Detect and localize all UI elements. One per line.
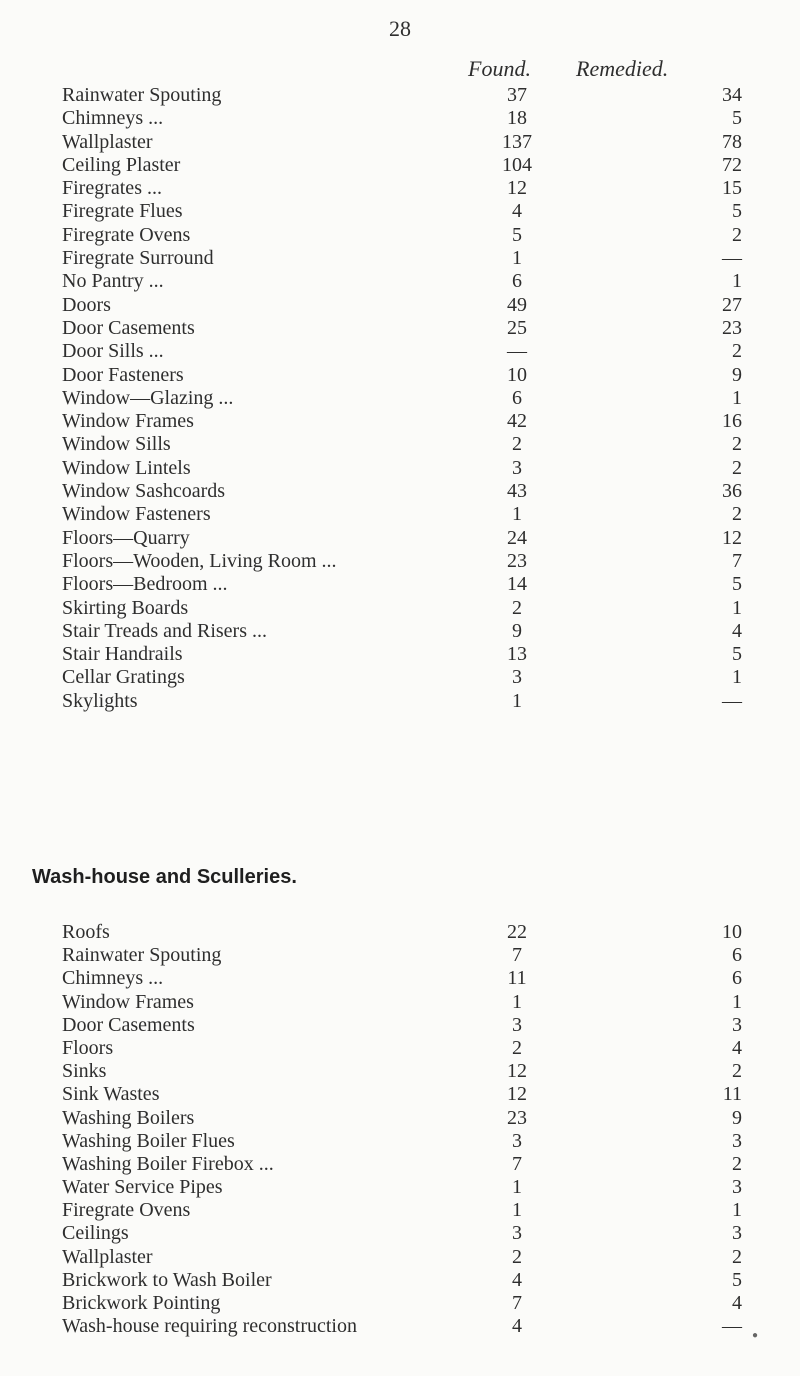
remedied-value: 2: [732, 456, 742, 479]
remedied-value: 2: [732, 1152, 742, 1175]
found-value: 3: [512, 456, 522, 479]
found-value: 6: [512, 270, 522, 293]
found-value: 3: [512, 1013, 522, 1036]
remedied-value: 2: [732, 340, 742, 363]
row-label: Floors—Wooden, Living Room ...: [62, 549, 337, 572]
found-value: 3: [512, 1129, 522, 1152]
found-value: 3: [512, 666, 522, 689]
found-value: 11: [507, 967, 527, 990]
row-label: Washing Boilers: [62, 1106, 195, 1129]
remedied-value: 6: [732, 967, 742, 990]
row-label: Ceilings: [62, 1222, 129, 1245]
row-label: Skylights: [62, 689, 138, 712]
found-value: 137: [502, 130, 532, 153]
row-label: Firegrate Ovens: [62, 223, 191, 246]
section-heading: Wash-house and Sculleries.: [32, 866, 297, 888]
found-value: 1: [512, 1176, 522, 1199]
table-row: [62, 1292, 762, 1315]
remedied-value: 2: [732, 503, 742, 526]
table-row: [62, 1269, 762, 1292]
page-number: 28: [389, 16, 411, 41]
found-value: 1: [512, 990, 522, 1013]
row-label: Door Casements: [62, 1013, 195, 1036]
row-label: Washing Boiler Firebox ...: [62, 1152, 274, 1175]
table-row: [62, 364, 762, 387]
row-label: Window Sills: [62, 433, 171, 456]
found-value: 9: [512, 619, 522, 642]
row-label: Window Fasteners: [62, 503, 211, 526]
table-row: [62, 177, 762, 200]
row-label: Chimneys ...: [62, 107, 164, 130]
found-value: 12: [507, 177, 527, 200]
row-label: Window Lintels: [62, 456, 191, 479]
remedied-value: —: [722, 689, 742, 712]
table-row: [62, 503, 762, 526]
found-value: 4: [512, 200, 522, 223]
table-row: [62, 1246, 762, 1269]
remedied-value: 12: [722, 526, 742, 549]
found-value: 12: [507, 1060, 527, 1083]
remedied-value: 5: [732, 200, 742, 223]
row-label: Wallplaster: [62, 1245, 153, 1268]
row-label: Brickwork Pointing: [62, 1292, 221, 1314]
table-row: [62, 294, 762, 317]
row-label: Skirting Boards: [62, 596, 189, 619]
remedied-value: 9: [732, 363, 742, 386]
found-value: 42: [507, 410, 527, 433]
remedied-value: 3: [732, 1129, 742, 1152]
row-label: Firegrate Ovens: [62, 1199, 191, 1222]
row-label: Firegrate Flues: [62, 200, 183, 223]
remedied-value: 36: [722, 480, 742, 503]
row-label: Doors: [62, 293, 111, 316]
found-value: 2: [512, 1036, 522, 1059]
table-row: [62, 107, 762, 130]
remedied-value: 7: [732, 549, 742, 572]
table-row: [62, 597, 762, 620]
found-value: 2: [512, 596, 522, 619]
remedied-value: 72: [722, 153, 742, 176]
table-row: [62, 84, 762, 107]
row-label: Rainwater Spouting: [62, 84, 222, 106]
found-value: 22: [507, 921, 527, 943]
row-label: Ceiling Plaster: [62, 153, 181, 176]
remedied-value: 4: [732, 1036, 742, 1059]
remedied-value: 3: [732, 1013, 742, 1036]
table-row: [62, 1107, 762, 1130]
table-row: [62, 1222, 762, 1245]
found-value: 1: [512, 1199, 522, 1222]
table-row: [62, 1153, 762, 1176]
remedied-value: 2: [732, 1060, 742, 1083]
remedied-value: 1: [732, 596, 742, 619]
remedied-value: 5: [732, 643, 742, 666]
remedied-value: 2: [732, 433, 742, 456]
found-value: 37: [507, 84, 527, 106]
found-value: 13: [507, 643, 527, 666]
row-label: No Pantry ...: [62, 270, 164, 293]
row-label: Window Frames: [62, 990, 194, 1013]
table-row: [62, 1060, 762, 1083]
remedied-value: 23: [722, 316, 742, 339]
table-row: [62, 457, 762, 480]
table-row: [62, 247, 762, 270]
row-label: Sink Wastes: [62, 1083, 160, 1106]
found-value: 7: [512, 944, 522, 967]
table-row: [62, 480, 762, 503]
remedied-column-header: Remedied.: [576, 56, 669, 81]
found-value: 104: [502, 153, 532, 176]
table-row: [62, 1315, 762, 1338]
remedied-value: 1: [732, 1199, 742, 1222]
table-row: [62, 317, 762, 340]
remedied-value: 34: [722, 84, 742, 106]
remedied-value: 16: [722, 410, 742, 433]
table-row: [62, 527, 762, 550]
table-row: [62, 387, 762, 410]
table-row: [62, 643, 762, 666]
found-value: 2: [512, 433, 522, 456]
found-value: 43: [507, 480, 527, 503]
row-label: Roofs: [62, 921, 110, 943]
main-defects-table: [62, 84, 762, 713]
table-row: [62, 410, 762, 433]
table-row: [62, 154, 762, 177]
found-value: 25: [507, 316, 527, 339]
remedied-value: 1: [732, 990, 742, 1013]
remedied-value: 3: [732, 1222, 742, 1245]
remedied-value: 1: [732, 666, 742, 689]
remedied-value: 10: [722, 921, 742, 943]
remedied-value: 3: [732, 1176, 742, 1199]
found-value: 14: [507, 573, 527, 596]
row-label: Floors: [62, 1036, 114, 1059]
remedied-value: —: [722, 247, 742, 270]
row-label: Sinks: [62, 1060, 107, 1083]
remedied-value: 9: [732, 1106, 742, 1129]
wash-house-defects-table: [62, 921, 762, 1338]
table-row: [62, 224, 762, 247]
found-value: 23: [507, 1106, 527, 1129]
table-row: [62, 1199, 762, 1222]
remedied-value: 4: [732, 619, 742, 642]
table-row: [62, 666, 762, 689]
found-value: 10: [507, 363, 527, 386]
remedied-value: 6: [732, 944, 742, 967]
table-row: [62, 944, 762, 967]
table-row: [62, 1176, 762, 1199]
row-label: Window—Glazing ...: [62, 386, 234, 409]
row-label: Window Frames: [62, 410, 194, 433]
table-row: [62, 550, 762, 573]
remedied-value: 5: [732, 1268, 742, 1291]
table-row: [62, 573, 762, 596]
row-label: Wash-house requiring reconstruction: [62, 1315, 357, 1338]
row-label: Water Service Pipes: [62, 1176, 223, 1199]
remedied-value: 15: [722, 177, 742, 200]
row-label: Stair Handrails: [62, 643, 183, 666]
found-value: 6: [512, 386, 522, 409]
row-label: Door Sills ...: [62, 340, 164, 363]
found-value: 5: [512, 223, 522, 246]
table-row: [62, 270, 762, 293]
found-value: 1: [512, 247, 522, 270]
table-row: [62, 991, 762, 1014]
found-value: 23: [507, 549, 527, 572]
found-value: 18: [507, 107, 527, 130]
found-value: 3: [512, 1222, 522, 1245]
found-value: 1: [512, 503, 522, 526]
remedied-value: 27: [722, 293, 742, 316]
row-label: Stair Treads and Risers ...: [62, 619, 267, 642]
table-row: [62, 1083, 762, 1106]
row-label: Chimneys ...: [62, 967, 164, 990]
row-label: Floors—Bedroom ...: [62, 573, 228, 596]
table-row: [62, 690, 762, 713]
found-value: 4: [512, 1315, 522, 1338]
found-value: 49: [507, 293, 527, 316]
found-value: 12: [507, 1083, 527, 1106]
row-label: Wallplaster: [62, 130, 153, 153]
table-row: [62, 340, 762, 363]
row-label: Firegrate Surround: [62, 247, 214, 270]
table-row: [62, 967, 762, 990]
table-row: [62, 1130, 762, 1153]
remedied-value: 2: [732, 1245, 742, 1268]
found-value: 7: [512, 1292, 522, 1314]
table-row: [62, 921, 762, 944]
table-row: [62, 200, 762, 223]
row-label: Rainwater Spouting: [62, 944, 222, 967]
table-row: [62, 433, 762, 456]
row-label: Firegrates ...: [62, 177, 162, 200]
remedied-value: 78: [722, 130, 742, 153]
remedied-value: 11: [722, 1083, 742, 1106]
row-label: Window Sashcoards: [62, 480, 226, 503]
row-label: Washing Boiler Flues: [62, 1129, 235, 1152]
table-row: [62, 1014, 762, 1037]
found-value: 24: [507, 526, 527, 549]
found-value: —: [507, 340, 527, 363]
found-column-header: Found.: [468, 56, 531, 81]
remedied-value: 5: [732, 573, 742, 596]
row-label: Door Fasteners: [62, 363, 184, 386]
remedied-value: 1: [732, 386, 742, 409]
row-label: Cellar Gratings: [62, 666, 185, 689]
found-value: 7: [512, 1152, 522, 1175]
remedied-value: 1: [732, 270, 742, 293]
table-row: [62, 620, 762, 643]
remedied-value: 5: [732, 107, 742, 130]
found-value: 2: [512, 1245, 522, 1268]
found-value: 4: [512, 1268, 522, 1291]
remedied-value: 2: [732, 223, 742, 246]
remedied-value: —: [722, 1315, 742, 1338]
table-row: [62, 1037, 762, 1060]
print-speck-icon: ●: [752, 1330, 759, 1341]
table-row: [62, 131, 762, 154]
found-value: 1: [512, 689, 522, 712]
row-label: Brickwork to Wash Boiler: [62, 1268, 272, 1291]
remedied-value: 4: [732, 1292, 742, 1314]
row-label: Floors—Quarry: [62, 526, 190, 549]
row-label: Door Casements: [62, 316, 195, 339]
